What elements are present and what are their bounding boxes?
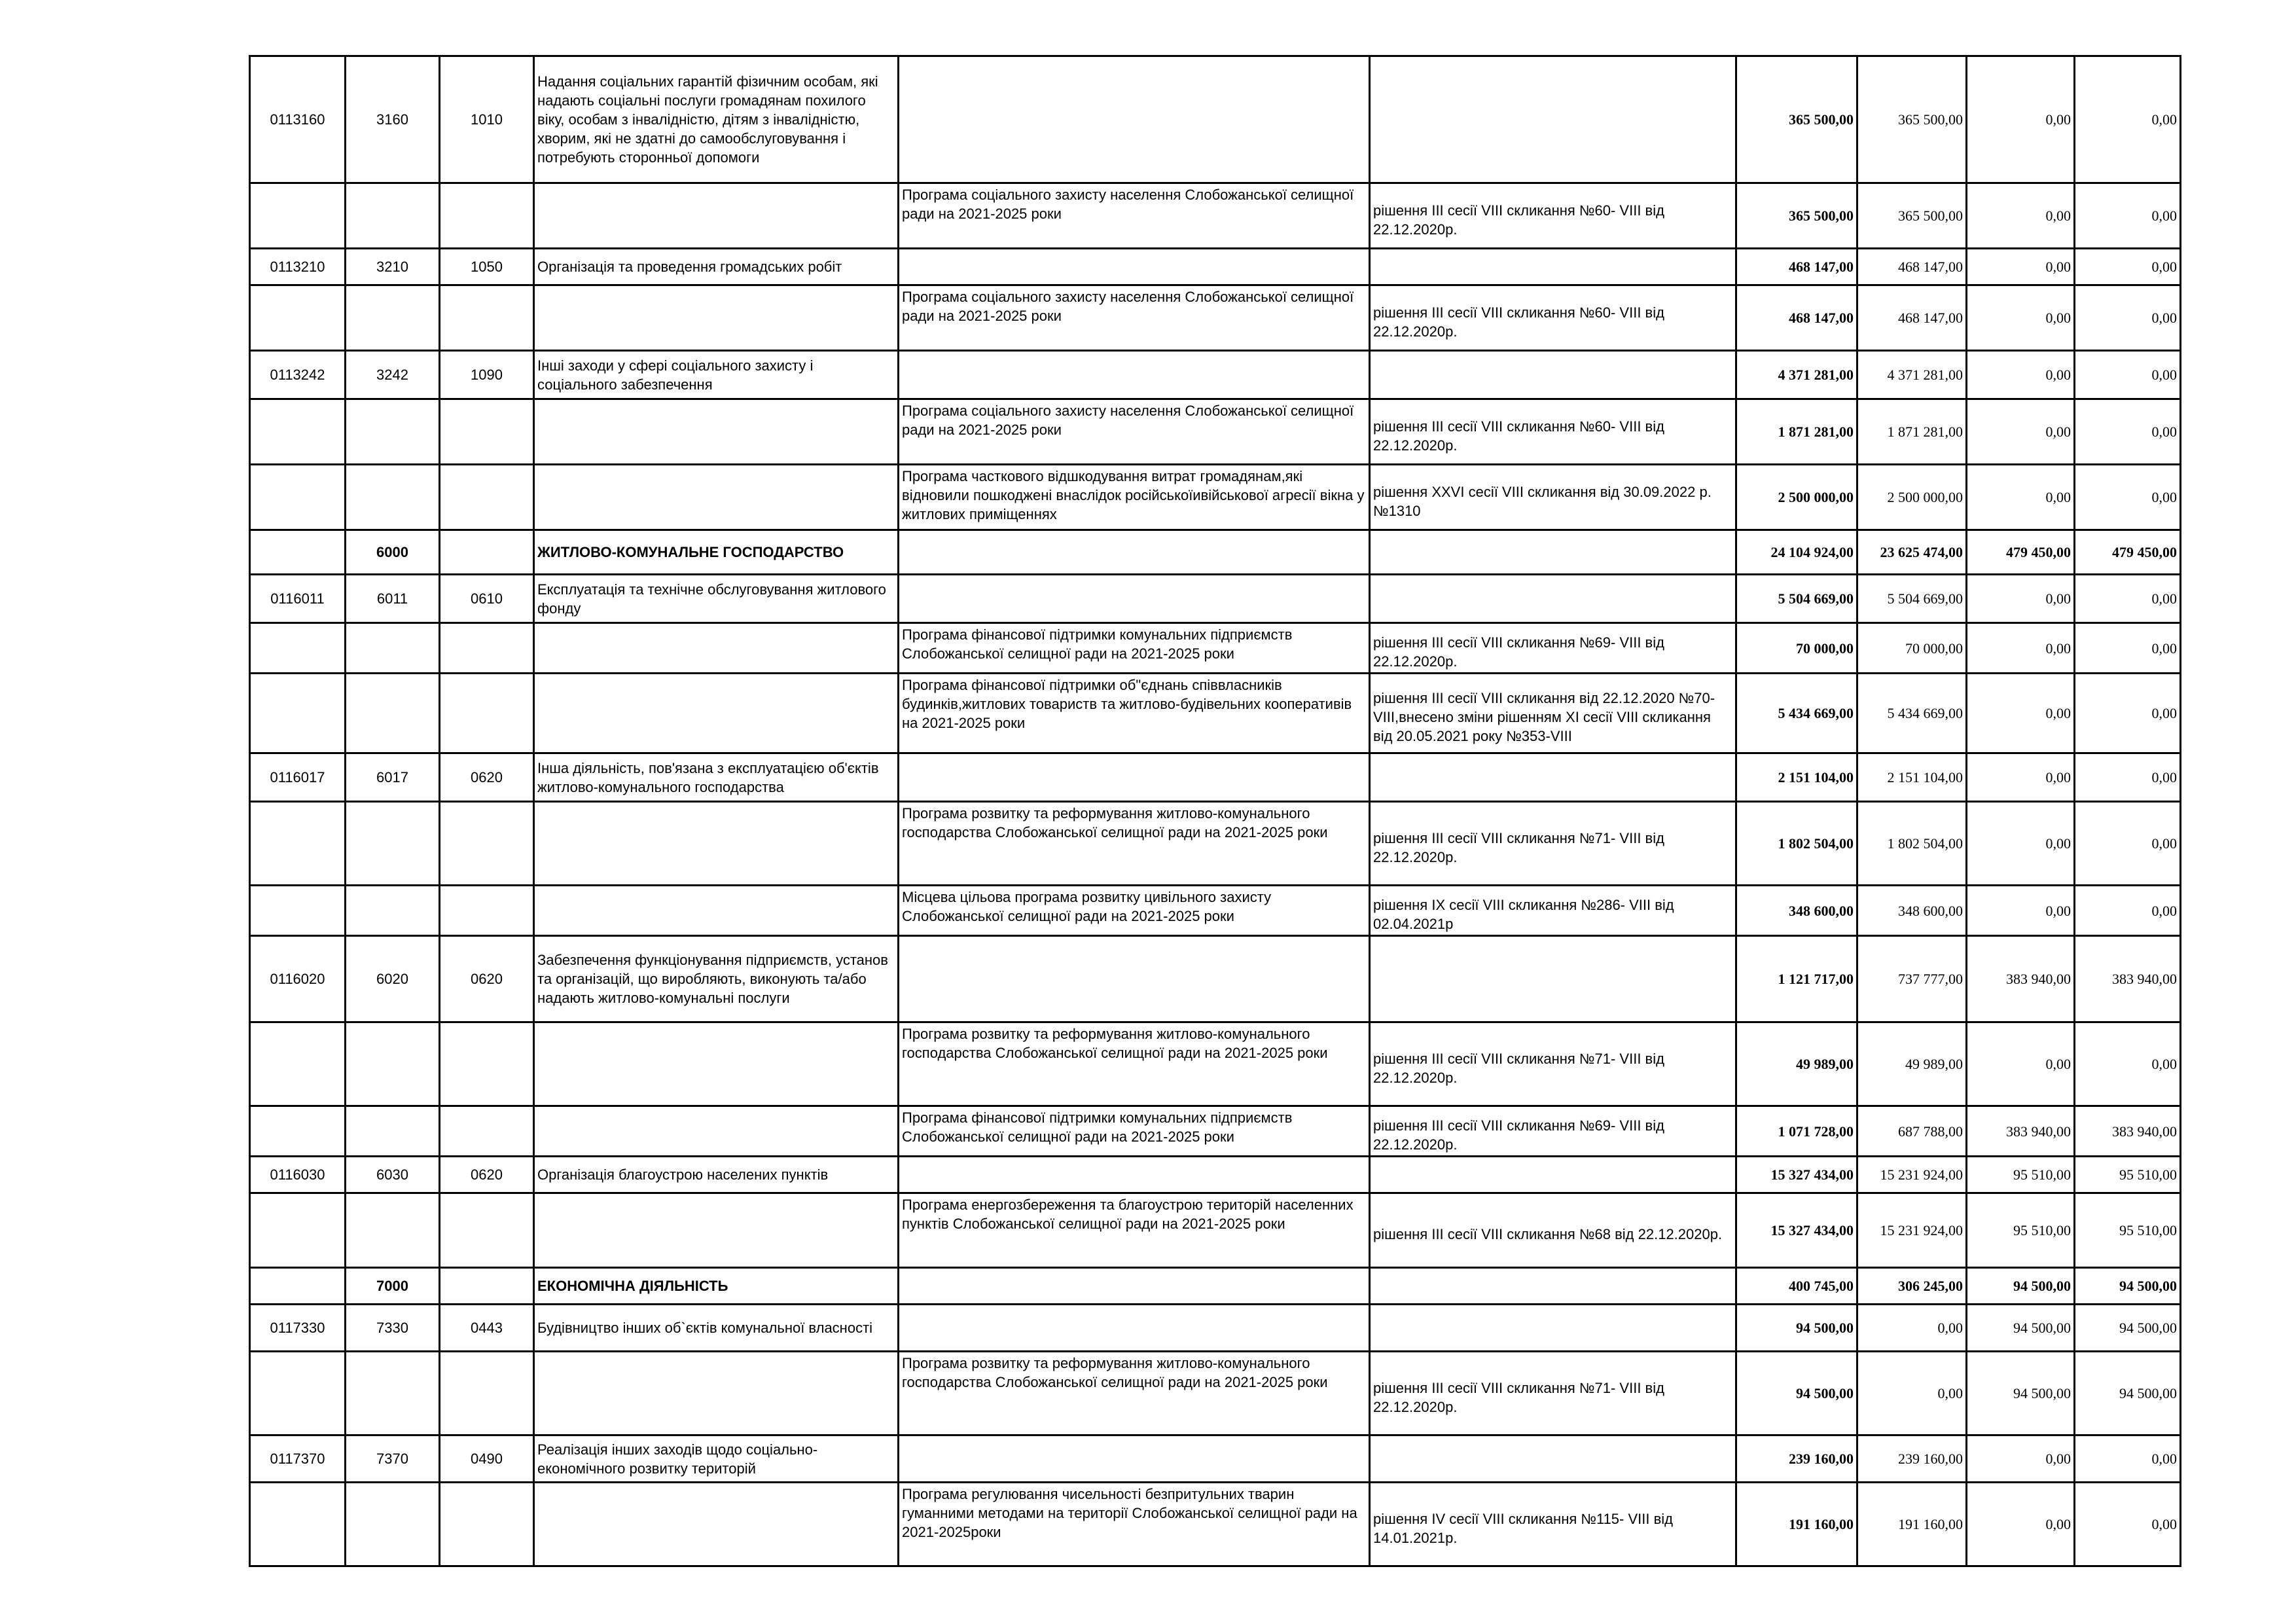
council-decision-cell: рішення ІІІ сесії VIII скликання №69- VIII від 22.12.2020р. bbox=[1370, 623, 1736, 674]
general-fund-cell: 1 802 504,00 bbox=[1857, 802, 1967, 886]
table-row bbox=[250, 465, 2181, 530]
total-amount-cell: 239 160,00 bbox=[1736, 1435, 1857, 1483]
total-amount-cell: 5 434 669,00 bbox=[1736, 674, 1857, 753]
kpk-code-cell: 6020 bbox=[346, 936, 440, 1022]
special-fund-cell: 0,00 bbox=[1967, 399, 2075, 465]
special-fund-cell: 95 510,00 bbox=[1967, 1193, 2075, 1268]
development-budget-cell: 0,00 bbox=[2075, 802, 2181, 886]
program-code-cell bbox=[250, 183, 346, 249]
program-name-cell: Інша діяльність, пов'язана з експлуатацією об'єктів житлово-комунального господарства bbox=[534, 753, 899, 802]
table-row bbox=[250, 886, 2181, 936]
local-program-cell: Програма енергозбереження та благоустрою територій населенних пунктів Слобожанської селищної ради на 2021-2025 роки bbox=[899, 1193, 1370, 1268]
table-row bbox=[250, 623, 2181, 674]
program-code-cell: 0116030 bbox=[250, 1157, 346, 1193]
program-name-cell bbox=[534, 285, 899, 351]
kfk-code-cell bbox=[440, 674, 534, 753]
table-row bbox=[250, 674, 2181, 753]
council-decision-cell: рішення XXVI сесії VIII скликання від 30.09.2022 р.№1310 bbox=[1370, 465, 1736, 530]
table-row bbox=[250, 1157, 2181, 1193]
special-fund-cell: 94 500,00 bbox=[1967, 1268, 2075, 1305]
development-budget-cell: 0,00 bbox=[2075, 674, 2181, 753]
program-code-cell: 0113242 bbox=[250, 351, 346, 399]
kfk-code-cell bbox=[440, 1193, 534, 1268]
kpk-code-cell bbox=[346, 465, 440, 530]
total-amount-cell: 94 500,00 bbox=[1736, 1305, 1857, 1352]
kfk-code-cell: 1010 bbox=[440, 56, 534, 183]
development-budget-cell: 0,00 bbox=[2075, 753, 2181, 802]
special-fund-cell: 0,00 bbox=[1967, 1483, 2075, 1566]
council-decision-cell: рішення ІІІ сесії VIII скликання №69- VIII від 22.12.2020р. bbox=[1370, 1106, 1736, 1157]
program-name-cell bbox=[534, 802, 899, 886]
special-fund-cell: 479 450,00 bbox=[1967, 530, 2075, 575]
total-amount-cell: 400 745,00 bbox=[1736, 1268, 1857, 1305]
kpk-code-cell: 6011 bbox=[346, 575, 440, 623]
general-fund-cell: 365 500,00 bbox=[1857, 56, 1967, 183]
development-budget-cell: 0,00 bbox=[2075, 285, 2181, 351]
kfk-code-cell: 0620 bbox=[440, 936, 534, 1022]
local-program-cell: Програма часткового відшкодування витрат громадянам,які відновили пошкоджені внаслідок російськоїивійськової агресії вікна у житлових приміщеннях bbox=[899, 465, 1370, 530]
special-fund-cell: 0,00 bbox=[1967, 183, 2075, 249]
kpk-code-cell: 7000 bbox=[346, 1268, 440, 1305]
special-fund-cell: 0,00 bbox=[1967, 886, 2075, 936]
section-row bbox=[250, 530, 2181, 575]
program-code-cell bbox=[250, 802, 346, 886]
development-budget-cell: 94 500,00 bbox=[2075, 1268, 2181, 1305]
general-fund-cell: 15 231 924,00 bbox=[1857, 1157, 1967, 1193]
council-decision-cell: рішення ІІІ сесії VIII скликання №60- VIII від 22.12.2020р. bbox=[1370, 183, 1736, 249]
total-amount-cell: 2 151 104,00 bbox=[1736, 753, 1857, 802]
special-fund-cell: 94 500,00 bbox=[1967, 1352, 2075, 1435]
general-fund-cell: 348 600,00 bbox=[1857, 886, 1967, 936]
program-name-cell bbox=[534, 886, 899, 936]
table-row bbox=[250, 56, 2181, 183]
council-decision-cell: рішення ІІІ сесії VIII скликання №71- VIII від 22.12.2020р. bbox=[1370, 802, 1736, 886]
development-budget-cell: 0,00 bbox=[2075, 56, 2181, 183]
development-budget-cell: 95 510,00 bbox=[2075, 1193, 2181, 1268]
special-fund-cell: 0,00 bbox=[1967, 802, 2075, 886]
development-budget-cell: 0,00 bbox=[2075, 1022, 2181, 1106]
table-row bbox=[250, 183, 2181, 249]
council-decision-cell bbox=[1370, 1157, 1736, 1193]
total-amount-cell: 468 147,00 bbox=[1736, 285, 1857, 351]
kpk-code-cell: 7330 bbox=[346, 1305, 440, 1352]
total-amount-cell: 49 989,00 bbox=[1736, 1022, 1857, 1106]
special-fund-cell: 0,00 bbox=[1967, 56, 2075, 183]
total-amount-cell: 365 500,00 bbox=[1736, 56, 1857, 183]
council-decision-cell: рішення ІІІ сесії VIII скликання №71- VIII від 22.12.2020р. bbox=[1370, 1352, 1736, 1435]
development-budget-cell: 0,00 bbox=[2075, 183, 2181, 249]
local-program-cell: Місцева цільова програма розвитку цивільного захисту Слобожанської селищної ради на 2021-2025 роки bbox=[899, 886, 1370, 936]
program-code-cell bbox=[250, 1268, 346, 1305]
total-amount-cell: 24 104 924,00 bbox=[1736, 530, 1857, 575]
program-code-cell: 0117330 bbox=[250, 1305, 346, 1352]
total-amount-cell: 15 327 434,00 bbox=[1736, 1193, 1857, 1268]
kpk-code-cell bbox=[346, 623, 440, 674]
development-budget-cell: 0,00 bbox=[2075, 249, 2181, 285]
development-budget-cell: 0,00 bbox=[2075, 886, 2181, 936]
kpk-code-cell: 6000 bbox=[346, 530, 440, 575]
local-program-cell: Програма фінансової підтримки об"єднань співвласників будинків,житлових товариств та житлово-будівельних кооперативів на 2021-2025 роки bbox=[899, 674, 1370, 753]
kpk-code-cell bbox=[346, 285, 440, 351]
general-fund-cell: 5 504 669,00 bbox=[1857, 575, 1967, 623]
table-row bbox=[250, 1435, 2181, 1483]
kpk-code-cell: 3210 bbox=[346, 249, 440, 285]
program-name-cell: ЖИТЛОВО-КОМУНАЛЬНЕ ГОСПОДАРСТВО bbox=[534, 530, 899, 575]
local-program-cell bbox=[899, 1435, 1370, 1483]
program-name-cell bbox=[534, 399, 899, 465]
general-fund-cell: 1 871 281,00 bbox=[1857, 399, 1967, 465]
local-program-cell bbox=[899, 936, 1370, 1022]
table-row bbox=[250, 1305, 2181, 1352]
total-amount-cell: 4 371 281,00 bbox=[1736, 351, 1857, 399]
development-budget-cell: 0,00 bbox=[2075, 1483, 2181, 1566]
table-body bbox=[250, 56, 2181, 1566]
general-fund-cell: 5 434 669,00 bbox=[1857, 674, 1967, 753]
kfk-code-cell bbox=[440, 802, 534, 886]
kpk-code-cell bbox=[346, 802, 440, 886]
kfk-code-cell: 0610 bbox=[440, 575, 534, 623]
total-amount-cell: 1 121 717,00 bbox=[1736, 936, 1857, 1022]
general-fund-cell: 2 500 000,00 bbox=[1857, 465, 1967, 530]
table-row bbox=[250, 1193, 2181, 1268]
kfk-code-cell bbox=[440, 530, 534, 575]
development-budget-cell: 94 500,00 bbox=[2075, 1352, 2181, 1435]
development-budget-cell: 0,00 bbox=[2075, 351, 2181, 399]
special-fund-cell: 95 510,00 bbox=[1967, 1157, 2075, 1193]
program-name-cell: ЕКОНОМІЧНА ДІЯЛЬНІСТЬ bbox=[534, 1268, 899, 1305]
local-program-cell: Програма фінансової підтримки комунальних підприємств Слобожанської селищної ради на 2021-2025 роки bbox=[899, 623, 1370, 674]
council-decision-cell bbox=[1370, 1305, 1736, 1352]
table-row bbox=[250, 351, 2181, 399]
kpk-code-cell bbox=[346, 1106, 440, 1157]
total-amount-cell: 5 504 669,00 bbox=[1736, 575, 1857, 623]
local-program-cell: Програма фінансової підтримки комунальних підприємств Слобожанської селищної ради на 2021-2025 роки bbox=[899, 1106, 1370, 1157]
table-row bbox=[250, 1483, 2181, 1566]
table-row bbox=[250, 285, 2181, 351]
kpk-code-cell: 3160 bbox=[346, 56, 440, 183]
program-name-cell: Надання соціальних гарантій фізичним особам, які надають соціальні послуги громадянам похилого віку, особам з інвалідністю, дітям з інвалідністю, хворим, які не здатні до самообслуговування і потребують сторонньої допомоги bbox=[534, 56, 899, 183]
program-code-cell bbox=[250, 1483, 346, 1566]
kfk-code-cell: 0490 bbox=[440, 1435, 534, 1483]
program-code-cell bbox=[250, 886, 346, 936]
special-fund-cell: 383 940,00 bbox=[1967, 936, 2075, 1022]
kfk-code-cell bbox=[440, 399, 534, 465]
program-code-cell: 0116011 bbox=[250, 575, 346, 623]
local-program-cell bbox=[899, 249, 1370, 285]
program-name-cell: Організація та проведення громадських робіт bbox=[534, 249, 899, 285]
special-fund-cell: 0,00 bbox=[1967, 465, 2075, 530]
program-name-cell bbox=[534, 674, 899, 753]
table-row bbox=[250, 936, 2181, 1022]
kfk-code-cell: 1050 bbox=[440, 249, 534, 285]
program-code-cell bbox=[250, 285, 346, 351]
general-fund-cell: 2 151 104,00 bbox=[1857, 753, 1967, 802]
development-budget-cell: 95 510,00 bbox=[2075, 1157, 2181, 1193]
local-program-cell bbox=[899, 1305, 1370, 1352]
program-name-cell bbox=[534, 183, 899, 249]
total-amount-cell: 1 871 281,00 bbox=[1736, 399, 1857, 465]
special-fund-cell: 0,00 bbox=[1967, 1435, 2075, 1483]
general-fund-cell: 4 371 281,00 bbox=[1857, 351, 1967, 399]
development-budget-cell: 0,00 bbox=[2075, 465, 2181, 530]
council-decision-cell: рішення ІІІ сесії VIII скликання від 22.12.2020 №70-VIII,внесено зміни рішенням XI сесії VIII скликання від 20.05.2021 року №353-VIII bbox=[1370, 674, 1736, 753]
program-code-cell bbox=[250, 465, 346, 530]
program-name-cell bbox=[534, 1193, 899, 1268]
table-row bbox=[250, 1106, 2181, 1157]
general-fund-cell: 306 245,00 bbox=[1857, 1268, 1967, 1305]
development-budget-cell: 0,00 bbox=[2075, 1435, 2181, 1483]
program-code-cell bbox=[250, 1352, 346, 1435]
local-program-cell bbox=[899, 351, 1370, 399]
kpk-code-cell bbox=[346, 399, 440, 465]
program-code-cell bbox=[250, 623, 346, 674]
kpk-code-cell bbox=[346, 674, 440, 753]
section-row bbox=[250, 1268, 2181, 1305]
kfk-code-cell bbox=[440, 1268, 534, 1305]
program-code-cell bbox=[250, 1193, 346, 1268]
general-fund-cell: 15 231 924,00 bbox=[1857, 1193, 1967, 1268]
program-name-cell: Забезпечення функціонування підприємств, установ та організацій, що виробляють, виконують та/або надають житлово-комунальні послуги bbox=[534, 936, 899, 1022]
kfk-code-cell bbox=[440, 886, 534, 936]
special-fund-cell: 0,00 bbox=[1967, 674, 2075, 753]
program-name-cell: Будівництво інших об`єктів комунальної власності bbox=[534, 1305, 899, 1352]
kfk-code-cell bbox=[440, 1483, 534, 1566]
program-name-cell bbox=[534, 1352, 899, 1435]
program-code-cell: 0116020 bbox=[250, 936, 346, 1022]
kpk-code-cell: 3242 bbox=[346, 351, 440, 399]
program-code-cell bbox=[250, 1106, 346, 1157]
local-program-cell: Програма соціального захисту населення Слобожанської селищної ради на 2021-2025 роки bbox=[899, 285, 1370, 351]
kfk-code-cell: 0443 bbox=[440, 1305, 534, 1352]
council-decision-cell bbox=[1370, 530, 1736, 575]
program-name-cell bbox=[534, 623, 899, 674]
kpk-code-cell bbox=[346, 1022, 440, 1106]
total-amount-cell: 468 147,00 bbox=[1736, 249, 1857, 285]
kpk-code-cell bbox=[346, 886, 440, 936]
local-program-cell: Програма розвитку та реформування житлово-комунального господарства Слобожанської селищної ради на 2021-2025 роки bbox=[899, 802, 1370, 886]
local-program-cell: Програма розвитку та реформування житлово-комунального господарства Слобожанської селищної ради на 2021-2025 роки bbox=[899, 1352, 1370, 1435]
kfk-code-cell bbox=[440, 623, 534, 674]
general-fund-cell: 23 625 474,00 bbox=[1857, 530, 1967, 575]
general-fund-cell: 0,00 bbox=[1857, 1352, 1967, 1435]
table-row bbox=[250, 753, 2181, 802]
table-row bbox=[250, 802, 2181, 886]
kpk-code-cell bbox=[346, 1483, 440, 1566]
special-fund-cell: 0,00 bbox=[1967, 623, 2075, 674]
development-budget-cell: 0,00 bbox=[2075, 399, 2181, 465]
general-fund-cell: 468 147,00 bbox=[1857, 285, 1967, 351]
local-program-cell: Програма регулювання чисельності безпритульних тварин гуманними методами на території Слобожанської селищної ради на 2021-2025роки bbox=[899, 1483, 1370, 1566]
program-name-cell bbox=[534, 1022, 899, 1106]
program-code-cell: 0113210 bbox=[250, 249, 346, 285]
special-fund-cell: 0,00 bbox=[1967, 351, 2075, 399]
council-decision-cell bbox=[1370, 936, 1736, 1022]
kfk-code-cell: 1090 bbox=[440, 351, 534, 399]
table-row bbox=[250, 1022, 2181, 1106]
program-name-cell bbox=[534, 465, 899, 530]
special-fund-cell: 383 940,00 bbox=[1967, 1106, 2075, 1157]
kpk-code-cell bbox=[346, 1193, 440, 1268]
local-program-cell bbox=[899, 575, 1370, 623]
program-code-cell bbox=[250, 1022, 346, 1106]
local-program-cell: Програма соціального захисту населення Слобожанської селищної ради на 2021-2025 роки bbox=[899, 183, 1370, 249]
kfk-code-cell bbox=[440, 465, 534, 530]
council-decision-cell: рішення ІІІ сесії VIII скликання №68 від 22.12.2020р. bbox=[1370, 1193, 1736, 1268]
council-decision-cell bbox=[1370, 1435, 1736, 1483]
local-program-cell bbox=[899, 753, 1370, 802]
local-program-cell bbox=[899, 1157, 1370, 1193]
kfk-code-cell bbox=[440, 1022, 534, 1106]
total-amount-cell: 70 000,00 bbox=[1736, 623, 1857, 674]
council-decision-cell bbox=[1370, 351, 1736, 399]
table-row bbox=[250, 249, 2181, 285]
local-program-cell bbox=[899, 530, 1370, 575]
total-amount-cell: 94 500,00 bbox=[1736, 1352, 1857, 1435]
program-code-cell: 0113160 bbox=[250, 56, 346, 183]
council-decision-cell bbox=[1370, 56, 1736, 183]
total-amount-cell: 15 327 434,00 bbox=[1736, 1157, 1857, 1193]
kpk-code-cell: 7370 bbox=[346, 1435, 440, 1483]
special-fund-cell: 94 500,00 bbox=[1967, 1305, 2075, 1352]
kfk-code-cell: 0620 bbox=[440, 753, 534, 802]
special-fund-cell: 0,00 bbox=[1967, 1022, 2075, 1106]
program-name-cell: Інші заходи у сфері соціального захисту і соціального забезпечення bbox=[534, 351, 899, 399]
total-amount-cell: 191 160,00 bbox=[1736, 1483, 1857, 1566]
general-fund-cell: 0,00 bbox=[1857, 1305, 1967, 1352]
general-fund-cell: 70 000,00 bbox=[1857, 623, 1967, 674]
kpk-code-cell: 6017 bbox=[346, 753, 440, 802]
table-row bbox=[250, 1352, 2181, 1435]
special-fund-cell: 0,00 bbox=[1967, 285, 2075, 351]
table-row bbox=[250, 575, 2181, 623]
kpk-code-cell bbox=[346, 183, 440, 249]
program-name-cell: Експлуатація та технічне обслуговування житлового фонду bbox=[534, 575, 899, 623]
program-name-cell: Реалізація інших заходів щодо соціально-економічного розвитку територій bbox=[534, 1435, 899, 1483]
kfk-code-cell bbox=[440, 1352, 534, 1435]
program-code-cell bbox=[250, 399, 346, 465]
kfk-code-cell bbox=[440, 1106, 534, 1157]
total-amount-cell: 2 500 000,00 bbox=[1736, 465, 1857, 530]
program-code-cell bbox=[250, 530, 346, 575]
total-amount-cell: 1 071 728,00 bbox=[1736, 1106, 1857, 1157]
general-fund-cell: 191 160,00 bbox=[1857, 1483, 1967, 1566]
special-fund-cell: 0,00 bbox=[1967, 753, 2075, 802]
special-fund-cell: 0,00 bbox=[1967, 249, 2075, 285]
general-fund-cell: 737 777,00 bbox=[1857, 936, 1967, 1022]
total-amount-cell: 365 500,00 bbox=[1736, 183, 1857, 249]
local-program-cell bbox=[899, 56, 1370, 183]
council-decision-cell: рішення ІІІ сесії VIII скликання №71- VIII від 22.12.2020р. bbox=[1370, 1022, 1736, 1106]
total-amount-cell: 1 802 504,00 bbox=[1736, 802, 1857, 886]
development-budget-cell: 0,00 bbox=[2075, 623, 2181, 674]
development-budget-cell: 0,00 bbox=[2075, 575, 2181, 623]
council-decision-cell bbox=[1370, 753, 1736, 802]
general-fund-cell: 365 500,00 bbox=[1857, 183, 1967, 249]
general-fund-cell: 239 160,00 bbox=[1857, 1435, 1967, 1483]
total-amount-cell: 348 600,00 bbox=[1736, 886, 1857, 936]
council-decision-cell bbox=[1370, 249, 1736, 285]
council-decision-cell: рішення ІІІ сесії VIII скликання №60- VIII від 22.12.2020р. bbox=[1370, 399, 1736, 465]
kpk-code-cell bbox=[346, 1352, 440, 1435]
budget-programs-table bbox=[249, 55, 2181, 1567]
kfk-code-cell: 0620 bbox=[440, 1157, 534, 1193]
program-name-cell bbox=[534, 1106, 899, 1157]
development-budget-cell: 383 940,00 bbox=[2075, 936, 2181, 1022]
program-name-cell: Організація благоустрою населених пунктів bbox=[534, 1157, 899, 1193]
local-program-cell bbox=[899, 1268, 1370, 1305]
development-budget-cell: 94 500,00 bbox=[2075, 1305, 2181, 1352]
special-fund-cell: 0,00 bbox=[1967, 575, 2075, 623]
local-program-cell: Програма розвитку та реформування житлово-комунального господарства Слобожанської селищної ради на 2021-2025 роки bbox=[899, 1022, 1370, 1106]
program-code-cell: 0117370 bbox=[250, 1435, 346, 1483]
council-decision-cell: рішення IV сесії VIII скликання №115- VIII від 14.01.2021р. bbox=[1370, 1483, 1736, 1566]
table-row bbox=[250, 399, 2181, 465]
general-fund-cell: 468 147,00 bbox=[1857, 249, 1967, 285]
kpk-code-cell: 6030 bbox=[346, 1157, 440, 1193]
development-budget-cell: 383 940,00 bbox=[2075, 1106, 2181, 1157]
council-decision-cell bbox=[1370, 1268, 1736, 1305]
program-code-cell: 0116017 bbox=[250, 753, 346, 802]
general-fund-cell: 687 788,00 bbox=[1857, 1106, 1967, 1157]
development-budget-cell: 479 450,00 bbox=[2075, 530, 2181, 575]
council-decision-cell: рішення ІІІ сесії VIII скликання №60- VIII від 22.12.2020р. bbox=[1370, 285, 1736, 351]
local-program-cell: Програма соціального захисту населення Слобожанської селищної ради на 2021-2025 роки bbox=[899, 399, 1370, 465]
program-code-cell bbox=[250, 674, 346, 753]
program-name-cell bbox=[534, 1483, 899, 1566]
kfk-code-cell bbox=[440, 183, 534, 249]
council-decision-cell: рішення ІХ сесії VIII скликання №286- VIII від 02.04.2021р bbox=[1370, 886, 1736, 936]
general-fund-cell: 49 989,00 bbox=[1857, 1022, 1967, 1106]
council-decision-cell bbox=[1370, 575, 1736, 623]
kfk-code-cell bbox=[440, 285, 534, 351]
